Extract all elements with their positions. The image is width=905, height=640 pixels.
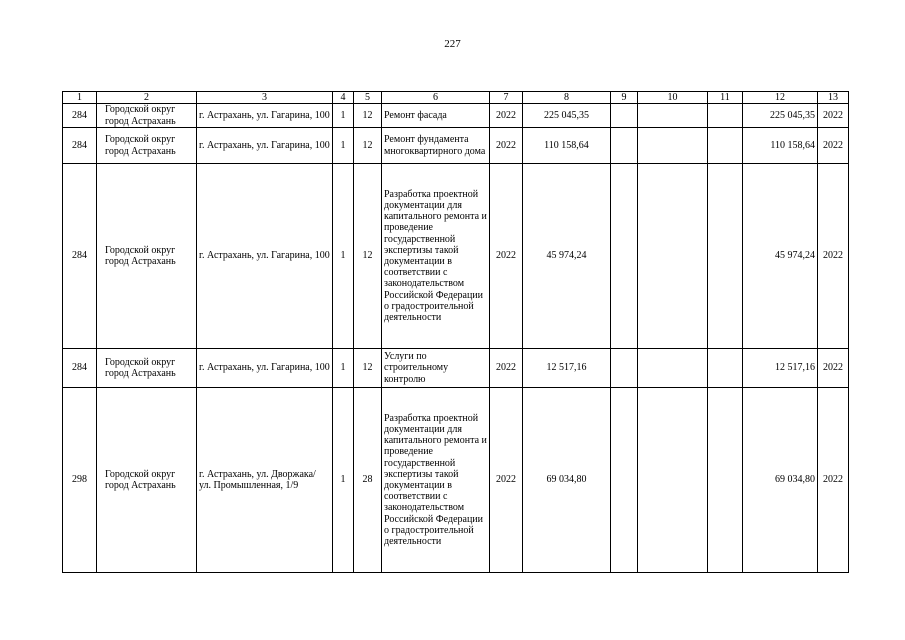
cell-col9 — [611, 164, 638, 349]
column-header: 4 — [333, 92, 354, 104]
column-header: 12 — [743, 92, 818, 104]
cell-col11 — [708, 388, 743, 573]
capital-repair-table — [62, 91, 849, 573]
cell-total: 45 974,24 — [743, 164, 818, 349]
cell-col11 — [708, 164, 743, 349]
column-header: 2 — [97, 92, 197, 104]
cell-col11 — [708, 104, 743, 128]
cell-year-end: 2022 — [818, 349, 849, 388]
cell-col9 — [611, 128, 638, 164]
cell-number: 284 — [63, 104, 97, 128]
cell-address: г. Астрахань, ул. Гагарина, 100 — [197, 349, 333, 388]
cell-address: г. Астрахань, ул. Гагарина, 100 — [197, 128, 333, 164]
cell-year-end: 2022 — [818, 164, 849, 349]
table-row — [63, 104, 849, 128]
cell-number: 284 — [63, 128, 97, 164]
cell-work-type: Разработка проектной документации для капитального ремонта и проведение государственной экспертизы такой документации в соответствии с законодательством Российской Федерации о градостроительной деятельности — [382, 164, 490, 349]
cell-col10 — [638, 128, 708, 164]
cell-col10 — [638, 388, 708, 573]
column-header: 10 — [638, 92, 708, 104]
cell-municipality: Городской округ город Астрахань — [97, 104, 197, 128]
column-header: 7 — [490, 92, 523, 104]
cell-cost: 225 045,35 — [523, 104, 611, 128]
cell-col10 — [638, 164, 708, 349]
cell-number: 284 — [63, 164, 97, 349]
cell-municipality: Городской округ город Астрахань — [97, 164, 197, 349]
cell-number: 284 — [63, 349, 97, 388]
cell-col4: 1 — [333, 388, 354, 573]
table-row — [63, 164, 849, 349]
cell-col5: 12 — [354, 104, 382, 128]
cell-col9 — [611, 104, 638, 128]
cell-col5: 12 — [354, 349, 382, 388]
cell-col5: 12 — [354, 128, 382, 164]
cell-number: 298 — [63, 388, 97, 573]
cell-municipality: Городской округ город Астрахань — [97, 349, 197, 388]
cell-total: 110 158,64 — [743, 128, 818, 164]
cell-col11 — [708, 128, 743, 164]
cell-work-type: Ремонт фасада — [382, 104, 490, 128]
page-number: 227 — [444, 38, 461, 50]
column-header: 9 — [611, 92, 638, 104]
cell-year-end: 2022 — [818, 104, 849, 128]
cell-address: г. Астрахань, ул. Гагарина, 100 — [197, 104, 333, 128]
column-header: 8 — [523, 92, 611, 104]
cell-year: 2022 — [490, 104, 523, 128]
cell-cost: 45 974,24 — [523, 164, 611, 349]
cell-col5: 12 — [354, 164, 382, 349]
cell-municipality: Городской округ город Астрахань — [97, 128, 197, 164]
cell-total: 225 045,35 — [743, 104, 818, 128]
table-row — [63, 349, 849, 388]
cell-municipality: Городской округ город Астрахань — [97, 388, 197, 573]
cell-year: 2022 — [490, 164, 523, 349]
cell-year-end: 2022 — [818, 388, 849, 573]
cell-year: 2022 — [490, 128, 523, 164]
column-header: 1 — [63, 92, 97, 104]
cell-year-end: 2022 — [818, 128, 849, 164]
cell-col4: 1 — [333, 164, 354, 349]
cell-col9 — [611, 388, 638, 573]
cell-col10 — [638, 104, 708, 128]
cell-col5: 28 — [354, 388, 382, 573]
cell-total: 12 517,16 — [743, 349, 818, 388]
table-row — [63, 388, 849, 573]
column-header: 5 — [354, 92, 382, 104]
header-row — [63, 92, 849, 104]
cell-cost: 12 517,16 — [523, 349, 611, 388]
column-header: 11 — [708, 92, 743, 104]
cell-total: 69 034,80 — [743, 388, 818, 573]
cell-col4: 1 — [333, 104, 354, 128]
column-header: 13 — [818, 92, 849, 104]
table-row — [63, 128, 849, 164]
column-header: 3 — [197, 92, 333, 104]
cell-col10 — [638, 349, 708, 388]
cell-cost: 69 034,80 — [523, 388, 611, 573]
cell-work-type: Разработка проектной документации для капитального ремонта и проведение государственной экспертизы такой документации в соответствии с законодательством Российской Федерации о градостроительной деятельности — [382, 388, 490, 573]
cell-address: г. Астрахань, ул. Гагарина, 100 — [197, 164, 333, 349]
cell-year: 2022 — [490, 388, 523, 573]
column-header: 6 — [382, 92, 490, 104]
cell-work-type: Ремонт фундамента многоквартирного дома — [382, 128, 490, 164]
cell-work-type: Услуги по строительному контролю — [382, 349, 490, 388]
cell-col4: 1 — [333, 349, 354, 388]
cell-col4: 1 — [333, 128, 354, 164]
cell-address: г. Астрахань, ул. Дворжака/ ул. Промышленная, 1/9 — [197, 388, 333, 573]
cell-year: 2022 — [490, 349, 523, 388]
cell-cost: 110 158,64 — [523, 128, 611, 164]
cell-col9 — [611, 349, 638, 388]
cell-col11 — [708, 349, 743, 388]
